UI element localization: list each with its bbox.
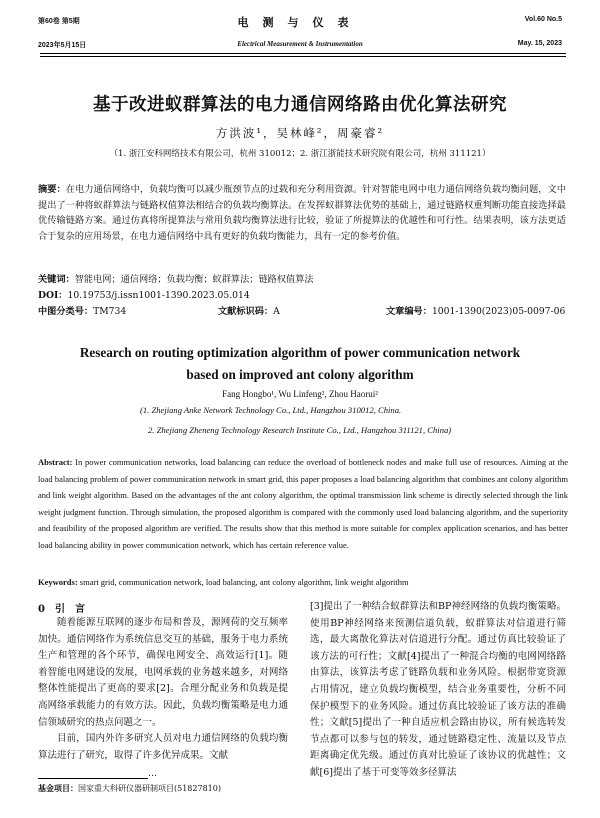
affiliation-en-1: (1. Zhejiang Anke Network Technology Co., Ltd., Hangzhou 310012, China.: [140, 405, 402, 415]
article-number-value: 1001-1390(2023)05-0097-06: [431, 306, 566, 317]
fund-text: 国家重大科研仪器研制项目(51827810): [78, 784, 221, 793]
keywords-en: [38, 577, 568, 587]
paper-title-en: Research on routing optimization algorithm of power communication network based on improved ant colony algorithm: [79, 345, 521, 382]
right-column-text: [3]提出了一种结合蚁群算法和BP神经网络的负载均衡策略。使用BP神经网络来预测信道负载，蚁群算法对信道进行筛选，最大离散化算法对信道进行分配。通过仿真比较验证了该方法的可行性；文献[4]提出了一种混合均衡的电网网络路由算法，该算法考虑了链路负载和业务风险。根据带宽资源占用情况，建立负载均衡模型，结合业务重要性，分析不同保护模型下的业务风险。通过仿真比较验证了该方法的准确性；文献[5]提出了一种自适应机会路由协议，所有候选转发节点都可以参与包的转发，通过链路稳定性、流量以及节点距离确定优先级。通过仿真对比验证了该协议的优越性；文献[6]提出了基于可变等效多径算法: [310, 601, 566, 778]
doi: [38, 288, 566, 304]
authors-cn: 方洪波¹，吴林峰²，周豪睿²: [215, 126, 385, 140]
intro-paragraph-1: 随着能源互联网的逐步布局和普及，源网荷的交互频率加快。通信网络作为系统信息交互的基础，服务于电力系统生产和管理的各个环节，确保电网安全、高效运行[1]。随着智能电网建设的发展，电网承载的业务越来越多，对网络整体性能提出了更高的要求[2]。合理分配业务和负载是提高网络承载能力的有效方法。因此，负载均衡策略是电力通信领域研究的热点问题之一。: [38, 617, 288, 728]
doi-text: 10.19753/j.issn1001-1390.2023.05.014: [67, 290, 250, 301]
keywords-cn-label: 关键词：: [38, 274, 75, 285]
doi-label: DOI：: [38, 290, 68, 301]
fund-note: [38, 783, 221, 794]
header-date-cn: 2023年5月15日: [38, 42, 87, 49]
abstract-cn-text: 在电力通信网络中，负载均衡可以减少瓶颈节点的过载和充分利用资源。针对智能电网中电力通信网络负载均衡问题，文中提出了一种将蚁群算法与链路权值算法相结合的负载均衡算法。在发挥蚁群算法优势的基础上，通过链路权重判断功能直接选择最优传输链路方案。通过仿真将所提算法与常用负载均衡算法进行比较，验证了所提算法的优越性和可行性。结果表明，该方法更适合于复杂的应用场景，在电力通信网络中具有更好的负载均衡能力，具有一定的参考价值。: [38, 184, 567, 242]
doc-code: [218, 304, 368, 320]
abstract-en: [38, 454, 568, 553]
affiliation-en-2: 2. Zhejiang Zheneng Technology Research Institute Co., Ltd., Hangzhou 311121, China): [148, 425, 452, 435]
journal-title-en: Electrical Measurement & Instrumentation: [237, 40, 363, 48]
keywords-cn: [38, 272, 566, 288]
header-rule: [40, 53, 566, 54]
paper-title-cn: 基于改进蚁群算法的电力通信网络路由优化算法研究: [93, 95, 507, 115]
abstract-cn-label: 摘要：: [38, 184, 66, 195]
article-number: [386, 304, 576, 320]
journal-title-cn: 电测与仪表: [237, 16, 363, 29]
doc-code-label: 文献标识码：: [218, 306, 274, 317]
section-heading-introduction: 0 引 言: [38, 604, 85, 615]
clc-label: 中图分类号：: [38, 306, 94, 317]
abstract-en-text: In power communication networks, load balancing can reduce the overload of bottleneck nodes and make full use of resources. Aiming at the load balancing problem of power communication network in smart grid, this paper proposes a load balancing algorithm that combines ant colony algorithm and link weight algorithm. Based on the advantages of the ant colony algorithm, the optimal transmission link scheme is directly selected through the link weight judgment function. Through simulation, the proposed algorithm is compared with the commonly used load balancing algorithm, and the superiority and feasibility of the proposed algorithm are verified. The results show that this method is more suitable for complex application scenarios, and has better load balancing ability in power communication network, which has certain reference value.: [38, 457, 568, 550]
authors-en: Fang Hongbo¹, Wu Linfeng², Zhou Haorui²: [222, 389, 378, 399]
clc-value: TM734: [93, 306, 127, 317]
header-vol-issue-cn: 第60卷 第5期: [38, 18, 80, 25]
header-vol-issue-en: Vol.60 No.5: [524, 16, 562, 23]
abstract-en-label: Abstract:: [38, 457, 73, 467]
continuation-dots: …: [148, 769, 157, 779]
affiliations-cn: （1. 浙江安科网络技术有限公司，杭州 310012；2. 浙江浙能技术研究院有限公司，杭州 311121）: [109, 149, 491, 159]
fund-label: 基金项目：: [38, 783, 78, 793]
abstract-cn: [38, 182, 566, 244]
keywords-en-text: smart grid, communication network, load balancing, ant colony algorithm, link weight algorithm: [79, 577, 409, 587]
doc-code-value: A: [273, 306, 280, 317]
intro-paragraph-2: 目前，国内外许多研究人员对电力通信网络的负载均衡算法进行了研究，取得了许多优异成果。文献: [38, 733, 288, 761]
article-number-label: 文章编号：: [386, 306, 432, 317]
footnote-rule: [38, 778, 148, 779]
keywords-en-label: Keywords:: [38, 577, 78, 587]
header-date-en: May. 15, 2023: [517, 40, 562, 47]
header-rule-thin: [40, 56, 566, 57]
keywords-cn-text: 智能电网；通信网络；负载均衡；蚁群算法；链路权值算法: [74, 274, 314, 285]
